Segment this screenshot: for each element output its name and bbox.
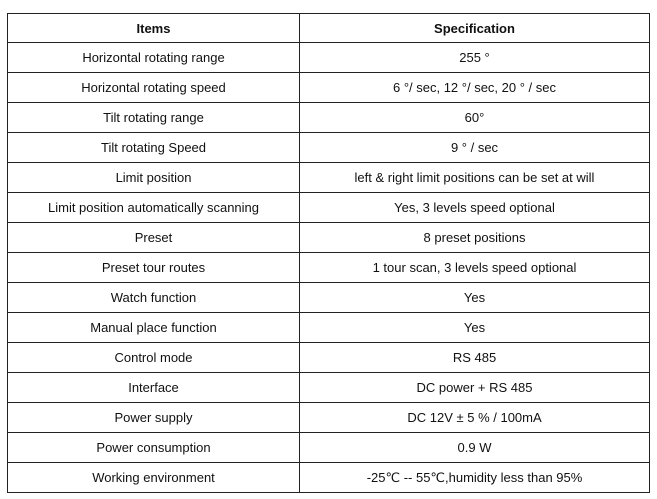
table-row — [8, 373, 650, 403]
table-body — [8, 43, 650, 493]
item-cell: Preset — [8, 223, 300, 253]
specification-cell: 6 °/ sec, 12 °/ sec, 20 ° / sec — [300, 73, 650, 103]
item-cell: Manual place function — [8, 313, 300, 343]
specification-cell: DC power + RS 485 — [300, 373, 650, 403]
specification-cell: Yes — [300, 313, 650, 343]
specification-cell: 1 tour scan, 3 levels speed optional — [300, 253, 650, 283]
item-cell: Preset tour routes — [8, 253, 300, 283]
specification-cell: DC 12V ± 5 % / 100mA — [300, 403, 650, 433]
header-items: Items — [8, 14, 300, 43]
table-row — [8, 103, 650, 133]
table-row — [8, 403, 650, 433]
specification-cell: 8 preset positions — [300, 223, 650, 253]
item-cell: Horizontal rotating range — [8, 43, 300, 73]
specification-cell: 0.9 W — [300, 433, 650, 463]
item-cell: Limit position — [8, 163, 300, 193]
table-row — [8, 433, 650, 463]
item-cell: Horizontal rotating speed — [8, 73, 300, 103]
item-cell: Working environment — [8, 463, 300, 493]
specification-cell: 255 ° — [300, 43, 650, 73]
table-row — [8, 283, 650, 313]
item-cell: Control mode — [8, 343, 300, 373]
table-row — [8, 463, 650, 493]
table-row — [8, 253, 650, 283]
table-row — [8, 223, 650, 253]
table-row — [8, 313, 650, 343]
table-row — [8, 73, 650, 103]
specification-cell: 9 ° / sec — [300, 133, 650, 163]
item-cell: Power supply — [8, 403, 300, 433]
table-row — [8, 133, 650, 163]
specification-cell: Yes, 3 levels speed optional — [300, 193, 650, 223]
specification-cell: RS 485 — [300, 343, 650, 373]
table-row — [8, 193, 650, 223]
specification-table — [7, 13, 650, 493]
table-row — [8, 43, 650, 73]
specification-cell: Yes — [300, 283, 650, 313]
specification-cell: 60° — [300, 103, 650, 133]
header-specification: Specification — [300, 14, 650, 43]
table-header-row — [8, 14, 650, 43]
item-cell: Tilt rotating Speed — [8, 133, 300, 163]
item-cell: Power consumption — [8, 433, 300, 463]
specification-cell: left & right limit positions can be set at will — [300, 163, 650, 193]
item-cell: Limit position automatically scanning — [8, 193, 300, 223]
specification-cell: -25℃ -- 55℃,humidity less than 95% — [300, 463, 650, 493]
table-row — [8, 163, 650, 193]
table-row — [8, 343, 650, 373]
item-cell: Interface — [8, 373, 300, 403]
item-cell: Tilt rotating range — [8, 103, 300, 133]
item-cell: Watch function — [8, 283, 300, 313]
